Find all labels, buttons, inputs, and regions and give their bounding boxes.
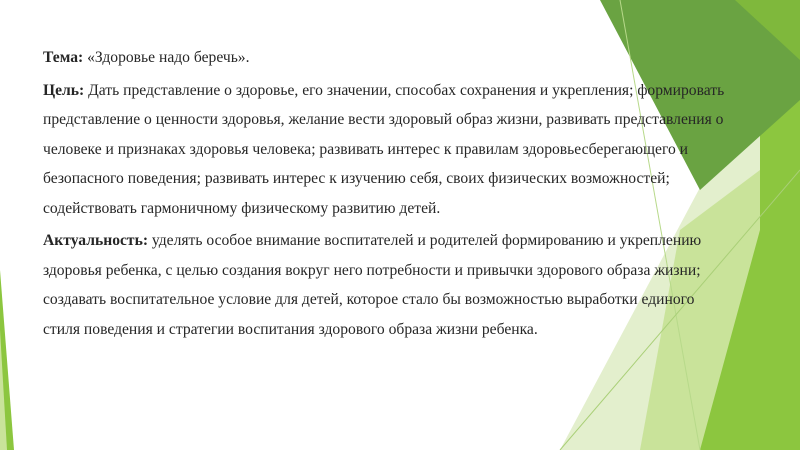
topic-text: «Здоровье надо беречь».	[83, 49, 250, 66]
relevance-label: Актуальность:	[43, 232, 149, 249]
goal-text: Дать представление о здоровье, его значении, способах сохранения и укрепления; формировать представление о ценности здоровья, желание вести здоровый образ жизни, развивать представления о человеке и признаках здоровья человека; развивать интерес к правилам здоровьесберегающего и безопасного поведения; развивать интерес к изучению себя, своих физических возможностей; содействовать гармоничному физическому развитию детей.	[43, 81, 725, 217]
slide-text	[43, 43, 733, 344]
relevance-paragraph	[43, 226, 733, 344]
goal-paragraph	[43, 76, 733, 224]
relevance-text: уделять особое внимание воспитателей и родителей формированию и укреплению здоровья ребенка, с целью создания вокруг него потребности и привычки здорового образа жизни; создавать воспитательное условие для детей, которое стало бы возможностью выработки единого стиля поведения и стратегии воспитания здорового образа жизни ребенка.	[43, 232, 702, 338]
goal-label: Цель:	[43, 81, 85, 99]
topic-label: Тема:	[43, 49, 84, 66]
topic-paragraph	[43, 43, 733, 73]
